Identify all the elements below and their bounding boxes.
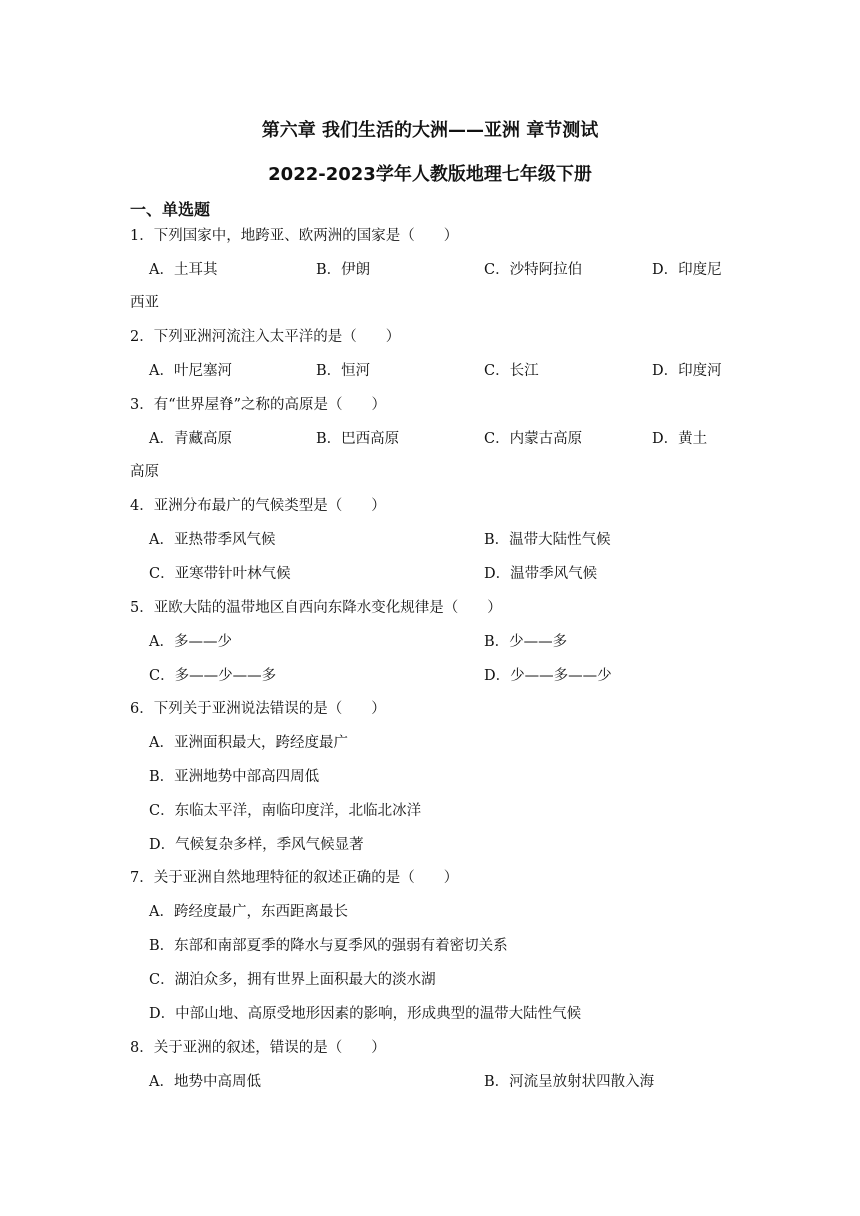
option-b: B．亚洲地势中部高四周低: [149, 769, 320, 785]
section-heading: 一、单选题: [130, 200, 211, 219]
option-b: B．伊朗: [316, 262, 371, 278]
option-b: B．河流呈放射状四散入海: [484, 1074, 655, 1090]
option-d: D．温带季风气候: [484, 566, 598, 582]
option-c: C．内蒙古高原: [484, 431, 583, 447]
question-stem: 3．有“世界屋脊”之称的高原是（ ）: [130, 397, 387, 413]
option-b: B．恒河: [316, 363, 371, 379]
option-b: B．巴西高原: [316, 431, 400, 447]
option-d: D．少——多——少: [484, 668, 612, 684]
question-stem: 2．下列亚洲河流注入太平洋的是（ ）: [130, 329, 401, 345]
option-b: B．东部和南部夏季的降水与夏季风的强弱有着密切关系: [149, 938, 508, 954]
question-stem: 7．关于亚洲自然地理特征的叙述正确的是（ ）: [130, 870, 459, 886]
option-c: C．湖泊众多，拥有世界上面积最大的淡水湖: [149, 972, 436, 988]
option-a: A．亚洲面积最大，跨经度最广: [149, 735, 348, 751]
option-d: D．气候复杂多样，季风气候显著: [149, 837, 364, 853]
page-subtitle: 2022-2023学年人教版地理七年级下册: [268, 164, 592, 185]
option-a: A．叶尼塞河: [149, 363, 232, 379]
option-c: C．东临太平洋，南临印度洋，北临北冰洋: [149, 803, 422, 819]
question-stem: 5．亚欧大陆的温带地区自西向东降水变化规律是（ ）: [130, 600, 502, 616]
option-c: C．沙特阿拉伯: [484, 262, 583, 278]
option-a: A．跨经度最广，东西距离最长: [149, 904, 348, 920]
option-b: B．温带大陆性气候: [484, 532, 611, 548]
option-a: A．土耳其: [149, 262, 218, 278]
option-c: C．多——少——多: [149, 668, 277, 684]
option-c: C．亚寒带针叶林气候: [149, 566, 291, 582]
option-b: B．少——多: [484, 634, 568, 650]
option-d: D．印度河: [652, 363, 722, 379]
question-stem: 4．亚洲分布最广的气候类型是（ ）: [130, 498, 386, 514]
option-a: A．多——少: [149, 634, 232, 650]
option-a: A．青藏高原: [149, 431, 232, 447]
document-page: 第六章 我们生活的大洲——亚洲 章节测试 2022-2023学年人教版地理七年级下册 一、单选题 1．下列国家中，地跨亚、欧两洲的国家是（ ） A．土耳其 B．伊朗 C．沙特阿拉伯 D．印度尼 西亚 2．下列亚洲河流注入太平洋的是（ ） A．叶尼塞河 B．恒河 C．长江 D．印度河 3．有“世界屋脊”之称的高原是（ ） A．青藏高原 B．巴西高原 C．内蒙古高原 D．黄土 高原 4．亚洲分布最广的气候类型是（ ） A．亚热带季风气候 B．温带大陆性气候 C．亚寒带针叶林气候 D．温带季风气候 5．亚欧大陆的温带地区自西向东降水变化规律是（ ） A．多——少 B．少——多 C．多——少——多 D．少——多——少 6．下列关于亚洲说法错误的是（ ） A．亚洲面积最大，跨经度最广 B．亚洲地势中部高四周低 C．东临太平洋，南临印度洋，北临北冰洋 D．气候复杂多样，季风气候显著 7．关于亚洲自然地理特征的叙述正确的是（ ） A．跨经度最广，东西距离最长 B．东部和南部夏季的降水与夏季风的强弱有着密切关系 C．湖泊众多，拥有世界上面积最大的淡水湖 D．中部山地、高原受地形因素的影响，形成典型的温带大陆性气候 8．关于亚洲的叙述，错误的是（ ） A．地势中高周低 B．河流呈放射状四散入海: [0, 0, 860, 1216]
question-stem: 1．下列国家中，地跨亚、欧两洲的国家是（ ）: [130, 228, 459, 244]
question-stem: 8．关于亚洲的叙述，错误的是（ ）: [130, 1040, 386, 1056]
option-c: C．长江: [484, 363, 539, 379]
question-stem: 6．下列关于亚洲说法错误的是（ ）: [130, 701, 386, 717]
option-a: A．亚热带季风气候: [149, 532, 276, 548]
page-title: 第六章 我们生活的大洲——亚洲 章节测试: [261, 120, 599, 141]
option-d: D．中部山地、高原受地形因素的影响，形成典型的温带大陆性气候: [149, 1006, 582, 1022]
option-a: A．地势中高周低: [149, 1074, 261, 1090]
